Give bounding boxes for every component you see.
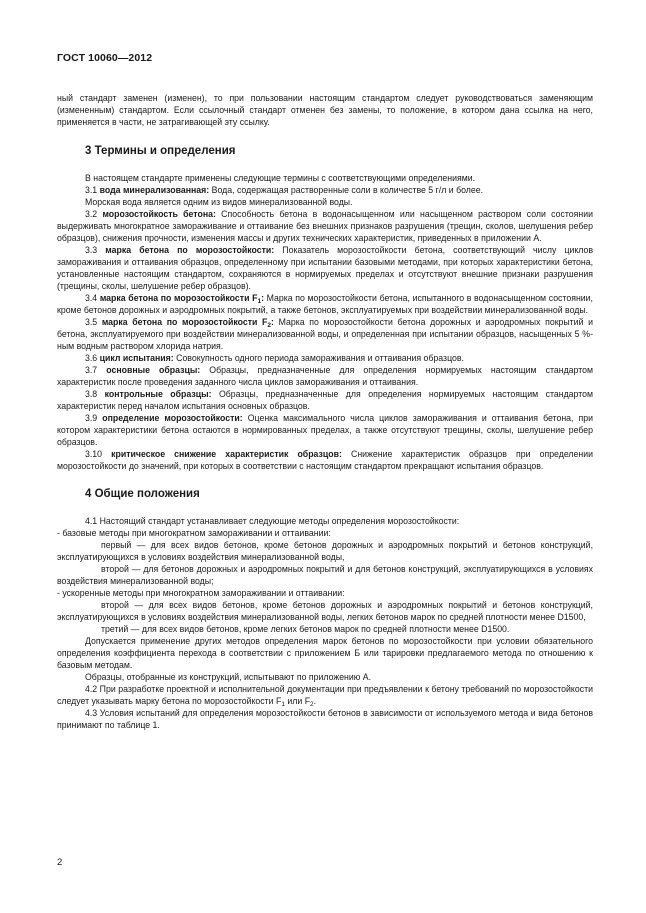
term-number: 3.4 (85, 293, 98, 303)
term-definition (57, 412, 593, 448)
accel-method-second: второй — для всех видов бетонов, кроме бетонов дорожных и аэродромных покрытий и бетонов конструкций, эксплуатирующихся в условиях воздействия минерализованной воды, легких бетонов марок по средней плотности менее D1500, (57, 600, 593, 622)
term-number: 3.5 (85, 317, 98, 327)
term-definition (57, 352, 593, 364)
other-methods-paragraph: Допускается применение других методов определения марок бетонов по морозостойкости при условии обязательного определения коэффициента перехода в соответствии с приложением Б или тарировки предлагаемого метода по отношению к базовым методам. (57, 636, 593, 670)
page-number: 2 (57, 857, 63, 868)
term-text: Совокупность одного периода замораживания и оттаивания образцов. (173, 353, 464, 363)
term-name-text: марка бетона по морозостойкости: (105, 245, 275, 255)
term-subscript: 1 (257, 298, 262, 305)
method-second: второй — для бетонов дорожных и аэродромных покрытий и для бетонов конструкций, эксплуатирующихся в условиях воздействия минерализованной воды; (57, 564, 593, 586)
term-number: 3.2 (85, 209, 98, 219)
term-text: Образцы, предназначенные для определения нормируемых настоящим стандартом характеристик перед началом испытания основных образцов. (57, 389, 594, 411)
term-number: 3.3 (85, 245, 98, 255)
term-name (100, 293, 264, 303)
term-name (100, 353, 174, 363)
term-number: 3.6 (85, 353, 98, 363)
term-name (102, 413, 242, 423)
term-text: Способность бетона в водонасыщенном или насыщенном раствором соли состоянии выдерживать многократное замораживание и оттаивание без внешних признаков разрушения (трещин, сколов, шелушения ребер образцов), снижения прочности, изменения массы и других технических характеристик, приведенных в приложении А. (57, 209, 593, 243)
term-name (111, 449, 342, 459)
term-name-end: : (261, 293, 264, 303)
term-text: Вода, содержащая растворенные соли в количестве 5 г/л и более. (209, 185, 484, 195)
term-subscript: 2 (267, 322, 272, 329)
section-4-title: 4 Общие положения (85, 488, 200, 500)
section-3-title: 3 Термины и определения (85, 145, 236, 157)
term-definition (57, 364, 593, 388)
term-definition (57, 448, 593, 472)
term-name (102, 317, 274, 327)
section-3-lead: В настоящем стандарте применены следующие термины с соответствующими определениями. (85, 173, 476, 183)
clause-4-2-text-a: 4.2 При разработке проектной и исполнительной документации при предъявлении к бетону требований по морозостойкости следует указывать марку бетона по морозостойкости F (57, 684, 593, 706)
clause-4-1: 4.1 Настоящий стандарт устанавливает следующие методы определения морозостойкости: (85, 516, 460, 526)
term-definition (57, 184, 593, 196)
term-definition (57, 244, 593, 292)
term-name-text: контрольные образцы: (104, 389, 212, 399)
term-text: Показатель морозостойкости бетона, соответствующий числу циклов замораживания и оттаивания образцов, определенному при испытании базовыми методами, при которых характеристики бетона, установленные настоящим стандартом, сохраняются в нормируемых пределах и отсутствуют внешние признаки разрушения (трещины, сколы, шелушение ребер образцов). (57, 245, 594, 291)
clause-4-2-text-c: . (313, 696, 317, 706)
term-definition (57, 292, 593, 316)
term-text: Снижение характеристик образцов при определении морозостойкости до значений, при которых в соответствии с настоящим стандартом прекращают испытания образцов. (57, 449, 593, 471)
term-name (105, 389, 212, 399)
term-name-text: критическое снижение характеристик образцов: (111, 449, 342, 459)
term-name-text: марка бетона по морозостойкости F (101, 317, 268, 327)
term-definition (57, 196, 593, 208)
term-text: Марка по морозостойкости бетона, испытанного в водонасыщенном состоянии, кроме бетонов дорожных и аэродромных покрытий, а также бетонов, эксплуатируемых при воздействии минерализованной воды. (57, 293, 593, 315)
term-text: Оценка максимального числа циклов замораживания и оттаивания бетона, при котором характеристики бетона остаются в нормированных пределах, а также отсутствуют трещины, сколы, шелушение ребер образцов. (57, 413, 593, 447)
clause-4-2-sub-2: 2 (310, 701, 314, 708)
clause-4-2 (57, 683, 593, 707)
clause-4-3: 4.3 Условия испытаний для определения морозостойкости бетонов в зависимости от используемого метода и вида бетонов принимают по таблице 1. (57, 708, 593, 730)
term-name-text: марка бетона по морозостойкости F (99, 293, 258, 303)
accelerated-methods-item: - ускоренные методы при многократном замораживании и оттаивании: (57, 588, 345, 598)
term-name-end: : (271, 317, 274, 327)
term-name-text: определение морозостойкости: (102, 413, 243, 423)
document-header-code: ГОСТ 10060—2012 (57, 52, 153, 64)
base-methods-item: - базовые методы при многократном замораживании и оттаивании: (57, 528, 331, 538)
clause-4-2-sub-1: 1 (281, 701, 285, 708)
accel-method-third: третий — для всех видов бетонов, кроме легких бетонов марок по средней плотности менее D1500. (101, 624, 510, 634)
term-number: 3.1 (85, 185, 98, 195)
term-name (105, 245, 274, 255)
term-number: 3.8 (85, 389, 98, 399)
term-name-text: морозостойкость бетона: (102, 209, 216, 219)
term-number: 3.7 (85, 365, 98, 375)
term-name (100, 185, 210, 195)
term-number: 3.9 (85, 413, 98, 423)
term-name-text: вода минерализованная: (99, 185, 210, 195)
term-name-text: основные образцы: (106, 365, 201, 375)
terms-list (57, 184, 593, 472)
samples-paragraph: Образцы, отобранные из конструкций, испытывают по приложению А. (85, 672, 372, 682)
term-name (106, 365, 200, 375)
term-name-text: цикл испытания: (99, 353, 174, 363)
term-number: 3.10 (85, 449, 103, 459)
term-text: Морская вода является одним из видов минерализованной воды. (85, 197, 353, 207)
document-body (57, 92, 593, 731)
term-definition (57, 316, 593, 352)
term-text: Образцы, предназначенные для определения нормируемых настоящим стандартом характеристик после проведения заданного числа циклов замораживания и оттаивания. (57, 365, 594, 387)
term-text: Марка по морозостойкости бетона дорожных и аэродромных покрытий и бетона, эксплуатируемого при воздействии минерализованной воды, и определенная при испытании образцов, насыщенных 5 %-ным водным раствором хлорида натрия. (57, 317, 593, 351)
clause-4-2-text-b: или F (284, 696, 311, 706)
term-name (102, 209, 215, 219)
term-definition (57, 388, 593, 412)
intro-paragraph: ный стандарт заменен (изменен), то при пользовании настоящим стандартом следует руководствоваться заменяющим (измененным) стандартом. Если ссылочный стандарт отменен без замены, то положение, в котором дана ссылка на него, применяется в части, не затрагивающей эту ссылку. (57, 93, 593, 127)
method-first: первый — для всех видов бетонов, кроме бетонов дорожных и аэродромных покрытий и бетонов конструкций, эксплуатирующихся в условиях воздействия минерализованной воды, (57, 540, 593, 562)
term-definition (57, 208, 593, 244)
